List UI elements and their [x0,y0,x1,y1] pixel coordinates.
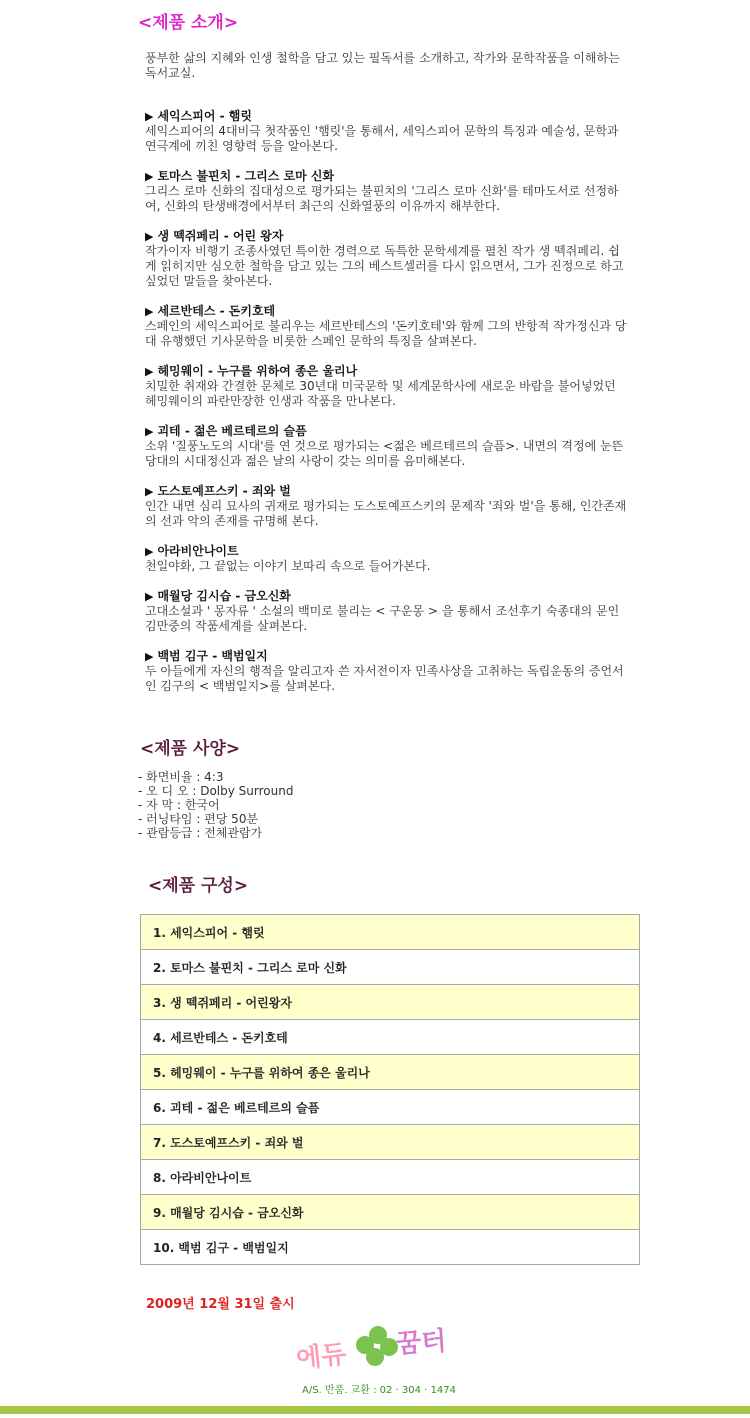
intro-item-desc: 그리스 로마 신화의 집대성으로 평가되는 불핀치의 '그리스 로마 신화'를 테마도서로 선정하여, 신화의 탄생배경에서부터 최근의 신화열풍의 이유까지 해부한다. [145,184,619,213]
contact-info: A/S. 반품. 교환 : 02 · 304 · 1474 [302,1385,456,1396]
intro-item [145,169,630,214]
triangle-bullet-icon: ▶ [145,485,154,498]
spec-title: <제품 사양> [140,739,241,759]
composition-row: 6. 괴테 - 젊은 베르테르의 슬픔 [141,1090,639,1125]
intro-item-title-text: 세르반테스 - 돈키호테 [157,304,276,318]
intro-item-title [145,304,630,319]
intro-item-desc: 작가이자 비행기 조종사였던 특이한 경력으로 독특한 문학세계를 펼친 작가 생 떽쥐페리. 쉽게 읽히지만 심오한 철학을 담고 있는 그의 베스트셀러를 다시 읽으면서, 그가 진정으로 하고 싶었던 말들을 찾아본다. [145,244,624,288]
intro-item-desc: 천일야화, 그 끝없는 이야기 보따리 속으로 들어가본다. [145,559,431,573]
spec-line: - 관람등급 : 전체관람가 [138,826,263,840]
intro-item-title [145,544,630,559]
intro-item-title-text: 토마스 불핀치 - 그리스 로마 신화 [157,169,335,183]
composition-row: 8. 아라비안나이트 [141,1160,639,1195]
triangle-bullet-icon: ▶ [145,170,154,183]
logo-text-right: 꿈터 [395,1326,448,1360]
intro-item-title [145,589,630,604]
intro-item-title [145,109,630,124]
clover-icon [356,1326,400,1370]
triangle-bullet-icon: ▶ [145,425,154,438]
intro-item [145,364,630,409]
composition-row: 1. 세익스피어 - 햄릿 [141,915,639,950]
intro-item [145,109,630,154]
intro-item [145,649,630,694]
intro-item [145,484,630,529]
intro-item-title-text: 도스토예프스키 - 죄와 벌 [157,484,291,498]
intro-item-title-text: 괴테 - 젊은 베르테르의 슬픔 [157,424,307,438]
spec-list [138,770,293,840]
intro-items [145,109,630,709]
intro-item-title-text: 매월당 김시습 - 금오신화 [157,589,291,603]
spec-line: - 자 막 : 한국어 [138,798,220,812]
triangle-bullet-icon: ▶ [145,650,154,663]
intro-item-title [145,424,630,439]
intro-item-title-text: 헤밍웨이 - 누구를 위하여 종은 울리나 [157,364,358,378]
intro-item [145,424,630,469]
edu-logo [292,1314,462,1374]
intro-item-desc: 소위 '질풍노도의 시대'를 연 것으로 평가되는 <젊은 베르테르의 슬픔>. 내면의 격정에 눈뜬 당대의 시대정신과 젊은 날의 사랑이 갖는 의미를 음미해본다. [145,439,624,468]
logo-text-left: 에듀 [294,1339,348,1375]
intro-item-desc: 세익스피어의 4대비극 첫작품인 '햄릿'을 통해서, 세익스피어 문학의 특징과 예술성, 문학과 연극계에 끼친 영향력 등을 알아본다. [145,124,619,153]
composition-table [140,914,640,1265]
composition-row: 2. 토마스 불핀치 - 그리스 로마 신화 [141,950,639,985]
intro-description: 풍부한 삶의 지혜와 인생 철학을 담고 있는 필독서를 소개하고, 작가와 문학작품을 이해하는 독서교실. [145,51,620,80]
release-date: 2009년 12월 31일 출시 [146,1297,295,1312]
triangle-bullet-icon: ▶ [145,305,154,318]
intro-item-title-text: 백범 김구 - 백범일지 [157,649,268,663]
intro-item-title [145,169,630,184]
intro-item [145,544,630,574]
intro-item-title-text: 아라비안나이트 [157,544,239,558]
intro-item [145,589,630,634]
composition-row: 3. 생 떽쥐페리 - 어린왕자 [141,985,639,1020]
intro-item-desc: 치밀한 취재와 간결한 문체로 30년대 미국문학 및 세계문학사에 새로운 바람을 불어넣었던 헤밍웨이의 파란만장한 인생과 작품을 만나본다. [145,379,616,408]
intro-item-title-text: 세익스피어 - 햄릿 [157,109,252,123]
composition-title: <제품 구성> [148,876,249,896]
intro-title: <제품 소개> [138,13,239,33]
composition-row: 7. 도스토예프스키 - 죄와 벌 [141,1125,639,1160]
intro-item-title [145,484,630,499]
spec-line: - 화면비율 : 4:3 [138,770,224,784]
triangle-bullet-icon: ▶ [145,545,154,558]
intro-item-desc: 스페인의 세익스피어로 불리우는 세르반테스의 '돈키호테'와 함께 그의 반항적 작가정신과 당대 유행했던 기사문학을 비롯한 스페인 문학의 특징을 살펴본다. [145,319,627,348]
spec-line: - 러닝타임 : 편당 50분 [138,812,259,826]
bottom-bar [0,1406,750,1414]
intro-item-desc: 인간 내면 심리 묘사의 귀재로 평가되는 도스토예프스키의 문제작 '죄와 벌'을 통해, 인간존재의 선과 악의 존재를 규명해 본다. [145,499,627,528]
spec-line: - 오 디 오 : Dolby Surround [138,784,294,798]
triangle-bullet-icon: ▶ [145,365,154,378]
triangle-bullet-icon: ▶ [145,110,154,123]
intro-item-title [145,364,630,379]
intro-item-desc: 두 아들에게 자신의 행적을 알리고자 쓴 자서전이자 민족사상을 고취하는 독립운동의 증언서인 김구의 < 백범일지>를 살펴본다. [145,664,624,693]
intro-item-title [145,229,630,244]
triangle-bullet-icon: ▶ [145,590,154,603]
intro-item [145,229,630,289]
composition-row: 10. 백범 김구 - 백범일지 [141,1230,639,1265]
composition-row: 5. 헤밍웨이 - 누구를 위하여 종은 울리나 [141,1055,639,1090]
triangle-bullet-icon: ▶ [145,230,154,243]
composition-row: 4. 세르반테스 - 돈키호테 [141,1020,639,1055]
intro-item-title [145,649,630,664]
intro-item [145,304,630,349]
intro-item-title-text: 생 떽쥐페리 - 어린 왕자 [157,229,284,243]
composition-row: 9. 매월당 김시습 - 금오신화 [141,1195,639,1230]
intro-item-desc: 고대소설과 ' 몽자류 ' 소설의 백미로 불리는 < 구운몽 > 을 통해서 조선후기 숙종대의 문인 김만중의 작품세계를 살펴본다. [145,604,620,633]
